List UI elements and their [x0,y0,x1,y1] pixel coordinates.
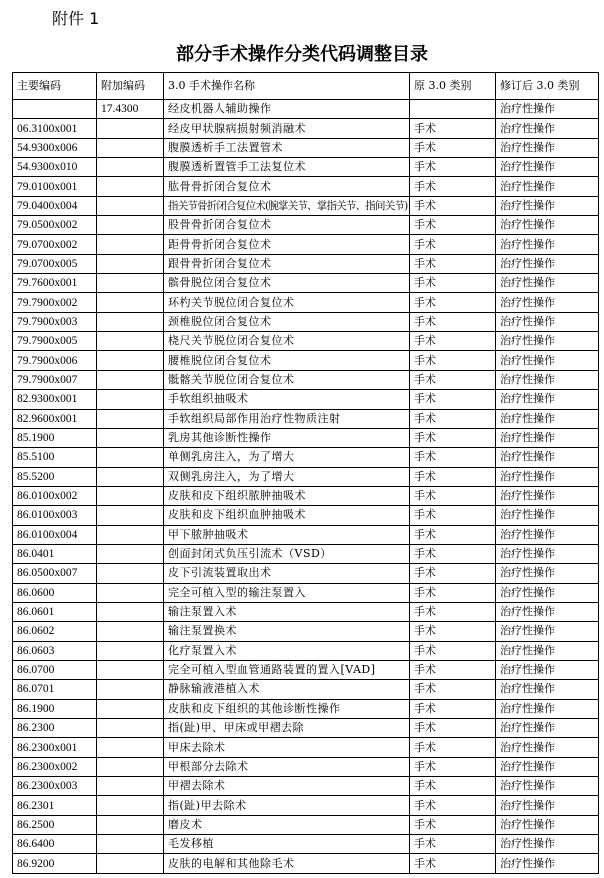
extra-code-cell [97,815,164,834]
table-row [13,312,599,331]
procedure-name-cell: 桡尺关节脱位闭合复位术 [164,332,410,351]
extra-code-cell [97,660,164,679]
attachment-label: 附件 1 [52,9,100,28]
main-code-cell: 86.0700 [13,660,97,679]
procedure-name-cell: 输注泵置入术 [164,602,410,621]
original-category-cell: 手术 [410,428,496,447]
extra-code-cell: 17.4300 [97,100,164,119]
extra-code-cell [97,390,164,409]
main-code-cell: 79.7900x007 [13,370,97,389]
table-row [13,622,599,641]
original-category-cell: 手术 [410,390,496,409]
revised-category-cell: 治疗性操作 [496,602,599,621]
original-category-cell: 手术 [410,158,496,177]
revised-category-cell: 治疗性操作 [496,274,599,293]
main-code-cell: 54.9300x010 [13,158,97,177]
table-row [13,177,599,196]
revised-category-cell: 治疗性操作 [496,796,599,815]
extra-code-cell [97,854,164,873]
procedure-name-cell: 甲褶去除术 [164,777,410,796]
main-code-cell: 86.0100x004 [13,525,97,544]
original-category-cell: 手术 [410,138,496,157]
original-category-cell: 手术 [410,506,496,525]
extra-code-cell [97,274,164,293]
procedure-name-cell: 指(趾)甲去除术 [164,796,410,815]
original-category-cell: 手术 [410,738,496,757]
main-code-cell: 79.7900x005 [13,332,97,351]
table-row [13,815,599,834]
main-code-cell: 79.0700x005 [13,254,97,273]
table-row [13,390,599,409]
extra-code-cell [97,738,164,757]
extra-code-cell [97,564,164,583]
table-row [13,506,599,525]
main-code-cell: 85.1900 [13,428,97,447]
original-category-cell: 手术 [410,564,496,583]
revised-category-cell: 治疗性操作 [496,100,599,119]
original-category-cell: 手术 [410,486,496,505]
table-body [13,100,599,874]
original-category-cell [410,100,496,119]
procedure-name-cell: 手软组织抽吸术 [164,390,410,409]
procedure-name-cell: 腹膜透析手工法置管术 [164,138,410,157]
procedure-name-cell: 化疗泵置入术 [164,641,410,660]
revised-category-cell: 治疗性操作 [496,177,599,196]
main-code-cell: 86.1900 [13,699,97,718]
extra-code-cell [97,622,164,641]
extra-code-cell [97,293,164,312]
extra-code-cell [97,641,164,660]
main-code-cell: 86.2300x003 [13,777,97,796]
original-category-cell: 手术 [410,332,496,351]
main-code-cell: 86.0603 [13,641,97,660]
original-category-cell: 手术 [410,370,496,389]
original-category-cell: 手术 [410,235,496,254]
extra-code-cell [97,312,164,331]
table-row [13,158,599,177]
revised-category-cell: 治疗性操作 [496,622,599,641]
revised-category-cell: 治疗性操作 [496,835,599,854]
procedure-name-cell: 完全可植入型的输注泵置入 [164,583,410,602]
table-row [13,216,599,235]
main-code-cell: 86.0100x002 [13,486,97,505]
original-category-cell: 手术 [410,854,496,873]
original-category-cell: 手术 [410,777,496,796]
revised-category-cell: 治疗性操作 [496,738,599,757]
main-code-cell: 85.5200 [13,467,97,486]
column-header-original-category: 原 3.0 类别 [410,73,496,100]
revised-category-cell: 治疗性操作 [496,699,599,718]
table-row [13,854,599,873]
main-code-cell: 86.0100x003 [13,506,97,525]
procedure-code-table [12,72,599,874]
table-row [13,525,599,544]
table-header-row [13,73,599,100]
procedure-name-cell: 磨皮术 [164,815,410,834]
table-row [13,699,599,718]
procedure-name-cell: 毛发移植 [164,835,410,854]
main-code-cell: 79.7900x002 [13,293,97,312]
main-code-cell: 86.0701 [13,680,97,699]
original-category-cell: 手术 [410,602,496,621]
extra-code-cell [97,332,164,351]
table-row [13,680,599,699]
revised-category-cell: 治疗性操作 [496,312,599,331]
extra-code-cell [97,448,164,467]
revised-category-cell: 治疗性操作 [496,351,599,370]
procedure-name-cell: 指关节骨折闭合复位术(腕掌关节、掌指关节、指间关节) [164,196,410,215]
table-row [13,448,599,467]
table-row [13,757,599,776]
extra-code-cell [97,467,164,486]
main-code-cell: 86.2301 [13,796,97,815]
table-row [13,119,599,138]
original-category-cell: 手术 [410,719,496,738]
procedure-name-cell: 皮肤和皮下组织血肿抽吸术 [164,506,410,525]
table-row [13,100,599,119]
procedure-name-cell: 皮肤和皮下组织脓肿抽吸术 [164,486,410,505]
original-category-cell: 手术 [410,448,496,467]
revised-category-cell: 治疗性操作 [496,544,599,563]
original-category-cell: 手术 [410,622,496,641]
revised-category-cell: 治疗性操作 [496,370,599,389]
column-header-revised-category: 修订后 3.0 类别 [496,73,599,100]
extra-code-cell [97,119,164,138]
original-category-cell: 手术 [410,312,496,331]
revised-category-cell: 治疗性操作 [496,216,599,235]
revised-category-cell: 治疗性操作 [496,119,599,138]
original-category-cell: 手术 [410,409,496,428]
main-code-cell: 86.2300 [13,719,97,738]
extra-code-cell [97,235,164,254]
extra-code-cell [97,680,164,699]
main-code-cell: 86.0401 [13,544,97,563]
table-row [13,293,599,312]
main-code-cell: 54.9300x006 [13,138,97,157]
procedure-name-cell: 甲根部分去除术 [164,757,410,776]
column-header-extra-code: 附加编码 [97,73,164,100]
main-code-cell: 79.0500x002 [13,216,97,235]
procedure-name-cell: 创面封闭式负压引流术（VSD） [164,544,410,563]
extra-code-cell [97,719,164,738]
extra-code-cell [97,583,164,602]
extra-code-cell [97,757,164,776]
table-row [13,544,599,563]
revised-category-cell: 治疗性操作 [496,777,599,796]
extra-code-cell [97,196,164,215]
procedure-name-cell: 股骨骨折闭合复位术 [164,216,410,235]
extra-code-cell [97,370,164,389]
original-category-cell: 手术 [410,835,496,854]
procedure-name-cell: 静脉输液港植入术 [164,680,410,699]
main-code-cell: 79.0700x002 [13,235,97,254]
revised-category-cell: 治疗性操作 [496,641,599,660]
original-category-cell: 手术 [410,660,496,679]
table-row [13,486,599,505]
extra-code-cell [97,409,164,428]
revised-category-cell: 治疗性操作 [496,254,599,273]
extra-code-cell [97,699,164,718]
extra-code-cell [97,254,164,273]
procedure-name-cell: 乳房其他诊断性操作 [164,428,410,447]
main-code-cell: 86.0602 [13,622,97,641]
revised-category-cell: 治疗性操作 [496,448,599,467]
revised-category-cell: 治疗性操作 [496,564,599,583]
revised-category-cell: 治疗性操作 [496,428,599,447]
procedure-name-cell: 单侧乳房注入，为了增大 [164,448,410,467]
table-row [13,583,599,602]
main-code-cell: 86.6400 [13,835,97,854]
table-row [13,332,599,351]
procedure-name-cell: 距骨骨折闭合复位术 [164,235,410,254]
page-title: 部分手术操作分类代码调整目录 [176,44,428,65]
main-code-cell: 86.0600 [13,583,97,602]
procedure-name-cell: 皮下引流装置取出术 [164,564,410,583]
original-category-cell: 手术 [410,467,496,486]
original-category-cell: 手术 [410,196,496,215]
table-row [13,641,599,660]
revised-category-cell: 治疗性操作 [496,506,599,525]
table-row [13,409,599,428]
table-row [13,274,599,293]
table-row [13,777,599,796]
revised-category-cell: 治疗性操作 [496,196,599,215]
original-category-cell: 手术 [410,815,496,834]
revised-category-cell: 治疗性操作 [496,815,599,834]
original-category-cell: 手术 [410,119,496,138]
procedure-name-cell: 皮肤和皮下组织的其他诊断性操作 [164,699,410,718]
procedure-name-cell: 经皮机器人辅助操作 [164,100,410,119]
main-code-cell: 86.2500 [13,815,97,834]
procedure-name-cell: 皮肤的电解和其他除毛术 [164,854,410,873]
procedure-name-cell: 跟骨骨折闭合复位术 [164,254,410,273]
extra-code-cell [97,796,164,815]
original-category-cell: 手术 [410,699,496,718]
table-row [13,835,599,854]
revised-category-cell: 治疗性操作 [496,719,599,738]
original-category-cell: 手术 [410,351,496,370]
revised-category-cell: 治疗性操作 [496,583,599,602]
procedure-name-cell: 环杓关节脱位闭合复位术 [164,293,410,312]
revised-category-cell: 治疗性操作 [496,486,599,505]
procedure-name-cell: 甲床去除术 [164,738,410,757]
extra-code-cell [97,602,164,621]
original-category-cell: 手术 [410,177,496,196]
main-code-cell: 85.5100 [13,448,97,467]
revised-category-cell: 治疗性操作 [496,467,599,486]
procedure-name-cell: 髌骨脱位闭合复位术 [164,274,410,293]
table-row [13,796,599,815]
extra-code-cell [97,544,164,563]
original-category-cell: 手术 [410,544,496,563]
procedure-name-cell: 腰椎脱位闭合复位术 [164,351,410,370]
extra-code-cell [97,428,164,447]
original-category-cell: 手术 [410,216,496,235]
main-code-cell: 79.0100x001 [13,177,97,196]
table-row [13,351,599,370]
procedure-name-cell: 骶髂关节脱位闭合复位术 [164,370,410,389]
main-code-cell: 79.7900x006 [13,351,97,370]
procedure-name-cell: 手软组织局部作用治疗性物质注射 [164,409,410,428]
revised-category-cell: 治疗性操作 [496,854,599,873]
main-code-cell [13,100,97,119]
extra-code-cell [97,351,164,370]
main-code-cell: 06.3100x001 [13,119,97,138]
table-row [13,602,599,621]
original-category-cell: 手术 [410,680,496,699]
extra-code-cell [97,777,164,796]
column-header-procedure-name: 3.0 手术操作名称 [164,73,410,100]
extra-code-cell [97,835,164,854]
extra-code-cell [97,525,164,544]
original-category-cell: 手术 [410,274,496,293]
revised-category-cell: 治疗性操作 [496,660,599,679]
main-code-cell: 86.0601 [13,602,97,621]
procedure-name-cell: 腹膜透析置管手工法复位术 [164,158,410,177]
main-code-cell: 79.7600x001 [13,274,97,293]
revised-category-cell: 治疗性操作 [496,390,599,409]
original-category-cell: 手术 [410,641,496,660]
main-code-cell: 86.0500x007 [13,564,97,583]
main-code-cell: 86.2300x002 [13,757,97,776]
table-row [13,138,599,157]
extra-code-cell [97,158,164,177]
revised-category-cell: 治疗性操作 [496,158,599,177]
table-row [13,719,599,738]
extra-code-cell [97,216,164,235]
procedure-name-cell: 甲下脓肿抽吸术 [164,525,410,544]
extra-code-cell [97,506,164,525]
revised-category-cell: 治疗性操作 [496,293,599,312]
procedure-name-cell: 完全可植入型血管通路装置的置入[VAD] [164,660,410,679]
table-row [13,564,599,583]
table-row [13,738,599,757]
extra-code-cell [97,486,164,505]
extra-code-cell [97,177,164,196]
procedure-name-cell: 经皮甲状腺病损射频消融术 [164,119,410,138]
main-code-cell: 79.7900x003 [13,312,97,331]
original-category-cell: 手术 [410,525,496,544]
column-header-main-code: 主要编码 [13,73,97,100]
main-code-cell: 86.2300x001 [13,738,97,757]
table-row [13,370,599,389]
revised-category-cell: 治疗性操作 [496,525,599,544]
procedure-name-cell: 输注泵置换术 [164,622,410,641]
main-code-cell: 82.9600x001 [13,409,97,428]
table-row [13,467,599,486]
original-category-cell: 手术 [410,796,496,815]
original-category-cell: 手术 [410,293,496,312]
table-row [13,196,599,215]
revised-category-cell: 治疗性操作 [496,138,599,157]
revised-category-cell: 治疗性操作 [496,757,599,776]
main-code-cell: 86.9200 [13,854,97,873]
revised-category-cell: 治疗性操作 [496,235,599,254]
revised-category-cell: 治疗性操作 [496,680,599,699]
table-row [13,428,599,447]
procedure-name-cell: 颈椎脱位闭合复位术 [164,312,410,331]
table-row [13,235,599,254]
main-code-cell: 82.9300x001 [13,390,97,409]
procedure-name-cell: 肱骨骨折闭合复位术 [164,177,410,196]
original-category-cell: 手术 [410,254,496,273]
revised-category-cell: 治疗性操作 [496,409,599,428]
original-category-cell: 手术 [410,757,496,776]
procedure-name-cell: 双侧乳房注入，为了增大 [164,467,410,486]
main-code-cell: 79.0400x004 [13,196,97,215]
original-category-cell: 手术 [410,583,496,602]
table-row [13,660,599,679]
table-row [13,254,599,273]
extra-code-cell [97,138,164,157]
procedure-name-cell: 指(趾)甲、甲床或甲褶去除 [164,719,410,738]
revised-category-cell: 治疗性操作 [496,332,599,351]
